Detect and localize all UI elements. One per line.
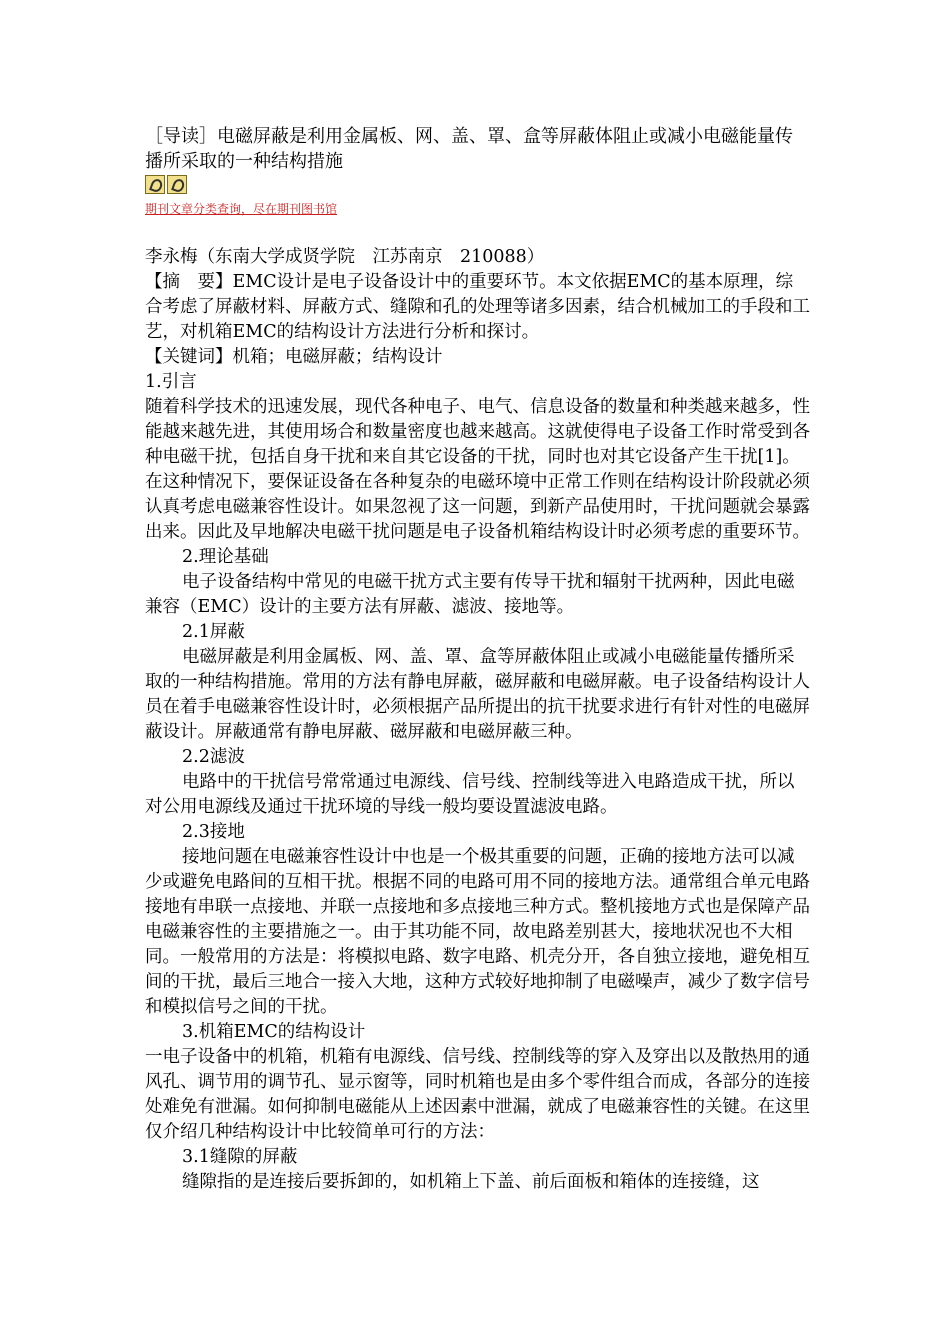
section-3-1-title: 3.1缝隙的屏蔽 <box>182 1147 298 1167</box>
section-3-title: 3.机箱EMC的结构设计 <box>182 1022 366 1042</box>
decorative-icon[interactable] <box>145 175 165 194</box>
decorative-icon[interactable] <box>167 175 187 194</box>
section-3-1-body: 缝隙指的是连接后要拆卸的，如机箱上下盖、前后面板和箱体的连接缝，这 <box>182 1172 760 1192</box>
author-line: 李永梅（东南大学成贤学院 江苏南京 210088） <box>145 247 545 267</box>
section-2-body: 电子设备结构中常见的电磁干扰方式主要有传导干扰和辐射干扰两种，因此电磁兼容（EMC）设计的主要方法有屏蔽、滤波、接地等。 <box>145 572 795 617</box>
section-2-3-body: 接地问题在电磁兼容性设计中也是一个极其重要的问题，正确的接地方法可以减少或避免电路间的互相干扰。根据不同的电路可用不同的接地方法。通常组合单元电路接地有串联一点接地、并联一点接地和多点接地三种方式。整机接地方式也是保障产品电磁兼容性的主要措施之一。由于其功能不同，故电路差别甚大，接地状况也不大相同。一般常用的方法是：将模拟电路、数字电路、机壳分开，各自独立接地，避免相互间的干扰，最后三地合一接入大地，这种方式较好地抑制了电磁噪声，减少了数字信号和模拟信号之间的干扰。 <box>145 847 810 1017</box>
section-2-2-title: 2.2滤波 <box>182 747 245 767</box>
abstract: 【摘 要】EMC设计是电子设备设计中的重要环节。本文依据EMC的基本原理，综合考虑了屏蔽材料、屏蔽方式、缝隙和孔的处理等诸多因素，结合机械加工的手段和工艺，对机箱EMC的结构设计方法进行分析和探讨。 <box>145 272 810 342</box>
journal-link[interactable]: 期刊文章分类查询，尽在期刊图书馆 <box>145 202 338 216</box>
section-2-1-title: 2.1屏蔽 <box>182 622 245 642</box>
lead-summary: ［导读］电磁屏蔽是利用金属板、网、盖、罩、盒等屏蔽体阻止或减小电磁能量传播所采取的一种结构措施 <box>145 126 793 172</box>
article <box>145 124 810 1195</box>
icon-row <box>145 175 810 197</box>
section-2-title: 2.理论基础 <box>182 547 269 567</box>
spacer <box>145 218 810 245</box>
section-1-title: 1.引言 <box>145 372 197 392</box>
section-1-body: 随着科学技术的迅速发展，现代各种电子、电气、信息设备的数量和种类越来越多，性能越来越先进，其使用场合和数量密度也越来越高。这就使得电子设备工作时常受到各种电磁干扰，包括自身干扰和来自其它设备的干扰，同时也对其它设备产生干扰[1]。在这种情况下，要保证设备在各种复杂的电磁环境中正常工作则在结构设计阶段就必须认真考虑电磁兼容性设计。如果忽视了这一问题，到新产品使用时，干扰问题就会暴露出来。因此及早地解决电磁干扰问题是电子设备机箱结构设计时必须考虑的重要环节。 <box>145 397 810 542</box>
section-3-body: 一电子设备中的机箱，机箱有电源线、信号线、控制线等的穿入及穿出以及散热用的通风孔、调节用的调节孔、显示窗等，同时机箱也是由多个零件组合而成，各部分的连接处难免有泄漏。如何抑制电磁能从上述因素中泄漏，就成了电磁兼容性的关键。在这里仅介绍几种结构设计中比较简单可行的方法： <box>145 1047 810 1142</box>
section-2-1-body: 电磁屏蔽是利用金属板、网、盖、罩、盒等屏蔽体阻止或减小电磁能量传播所采取的一种结构措施。常用的方法有静电屏蔽，磁屏蔽和电磁屏蔽。电子设备结构设计人员在着手电磁兼容性设计时，必须根据产品所提出的抗干扰要求进行有针对性的电磁屏蔽设计。屏蔽通常有静电屏蔽、磁屏蔽和电磁屏蔽三种。 <box>145 647 810 742</box>
section-2-3-title: 2.3接地 <box>182 822 245 842</box>
section-2-2-body: 电路中的干扰信号常常通过电源线、信号线、控制线等进入电路造成干扰，所以对公用电源线及通过干扰环境的导线一般均要设置滤波电路。 <box>145 772 795 817</box>
keywords: 【关键词】机箱；电磁屏蔽；结构设计 <box>145 347 443 367</box>
